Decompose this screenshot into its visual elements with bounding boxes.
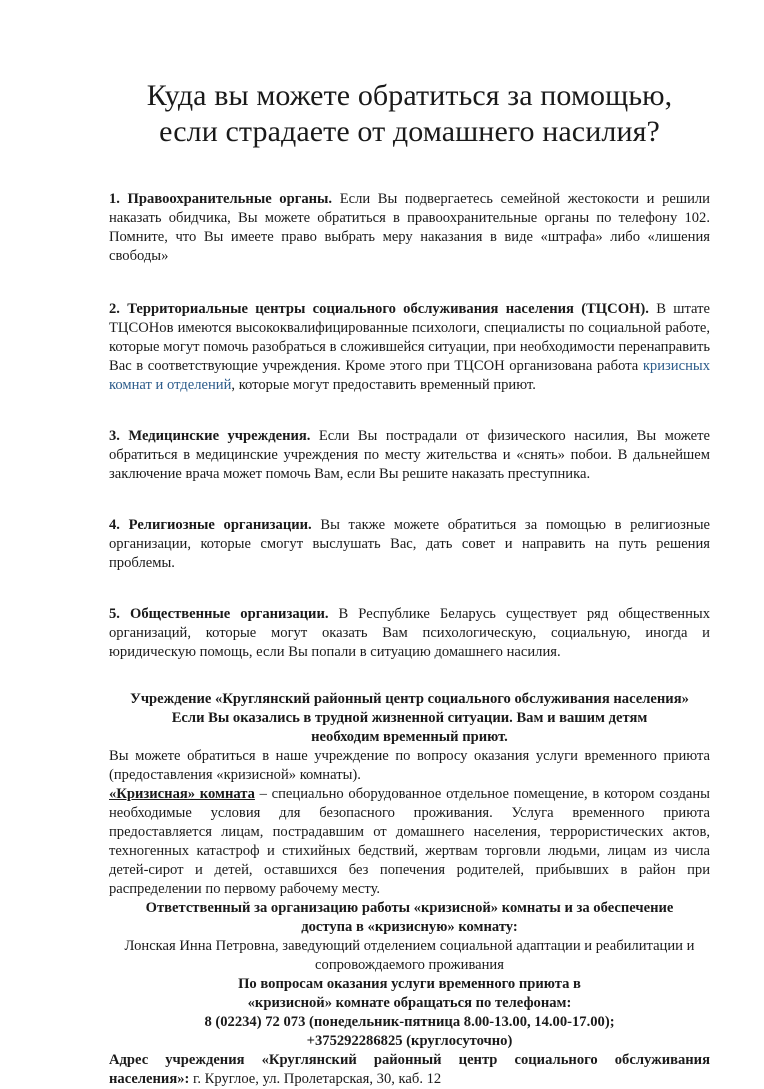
phone-number-2: +375292286825 (круглосуточно) [306,1033,513,1049]
help-item-4 [109,516,710,573]
address-value: г. Круглое, ул. Пролетарская, 30, каб. 12 [189,1071,442,1087]
item-heading: 5. Общественные организации. [109,606,329,622]
item-text: , которые могут предоставить временный приют. [231,377,536,393]
responsible-heading: Ответственный за организацию работы «кризисной» комнаты и за обеспечение доступа в «кризисную» комнату: [145,900,674,935]
page-title [109,78,710,150]
item-heading: 4. Религиозные организации. [109,517,312,533]
institution-address [109,1051,710,1089]
title-line-1: Куда вы можете обратиться за помощью, [146,79,673,112]
item-text: В штате ТЦСОНов имеются высококвалифицированные психологи, специалисты по социальной работе, которые могут помочь разобраться в сложившейся ситуации, при необходимости перенаправить Вас в соответствующие учреждения. Кроме этого при ТЦСОН организована работа [109,301,710,374]
crisis-rooms-link[interactable]: кризисных комнат и отделений [109,358,710,393]
item-text: Если Вы пострадали от физического насилия, Вы можете обратиться в медицинские учреждения по месту жительства и «снять» побои. В дальнейшем заключение врача может помочь Вам, если Вы решите наказать преступника. [109,428,710,482]
crisis-room-text: – специально оборудованное отдельное помещение, в котором созданы необходимые условия для безопасного проживания. Услуга временного приюта предоставляется лицам, пострадавшим от домашнего населения, террористических актов, техногенных катастроф и стихийных бедствий, жертвам торговли людьми, лицам из числа детей-сирот и детей, оставшихся без попечения родителей, прибывших в район при распределении по первому рабочему месту. [109,786,710,897]
phones-heading-line-1: По вопросам оказания услуги временного приюта в [238,976,581,992]
situation-heading: Если Вы оказались в трудной жизненной ситуации. Вам и вашим детям необходим временный приют. [171,710,648,745]
item-text: Если Вы подвергаетесь семейной жестокости и решили наказать обидчика, Вы можете обратиться в правоохранительные органы по телефону 102. Помните, что Вы имеете право выбрать меру наказания в виде «штрафа» либо «лишения свободы» [109,191,710,264]
institution-intro: Вы можете обратиться в наше учреждение по вопросу оказания услуги временного приюта (предоставления «кризисной» комнаты). [109,748,710,783]
institution-name: Учреждение «Круглянский районный центр социального обслуживания населения» [130,691,689,707]
item-heading: 2. Территориальные центры социального обслуживания населения (ТЦСОН). [109,301,649,317]
institution-section [109,690,710,1089]
crisis-room-description [109,785,710,899]
item-heading: 3. Медицинские учреждения. [109,428,311,444]
help-item-3 [109,427,710,484]
address-label: Адрес учреждения «Круглянский районный центр социального обслуживания населения»: [109,1052,710,1087]
title-line-2: если страдаете от домашнего насилия? [159,115,660,148]
phone-number-1: 8 (02234) 72 073 (понедельник-пятница 8.00-13.00, 14.00-17.00); [204,1014,615,1030]
item-heading: 1. Правоохранительные органы. [109,191,333,207]
help-item-2 [109,300,710,395]
crisis-room-term: «Кризисная» комната [109,786,255,802]
document-page [109,78,710,1089]
responsible-person: Лонская Инна Петровна, заведующий отделением социальной адаптации и реабилитации и сопровождаемого проживания [124,938,695,973]
phones-heading-line-2: «кризисной» комнате обращаться по телефонам: [247,995,572,1011]
item-text: В Республике Беларусь существует ряд общественных организаций, которые могут оказать Вам психологическую, социальную, иногда и юридическую помощь, если Вы попали в ситуацию домашнего насилия. [109,606,710,660]
help-item-5 [109,605,710,662]
item-text: Вы также можете обратиться за помощью в религиозные организации, которые смогут выслушать Вас, дать совет и направить на путь решения проблемы. [109,517,710,571]
help-item-1 [109,190,710,266]
